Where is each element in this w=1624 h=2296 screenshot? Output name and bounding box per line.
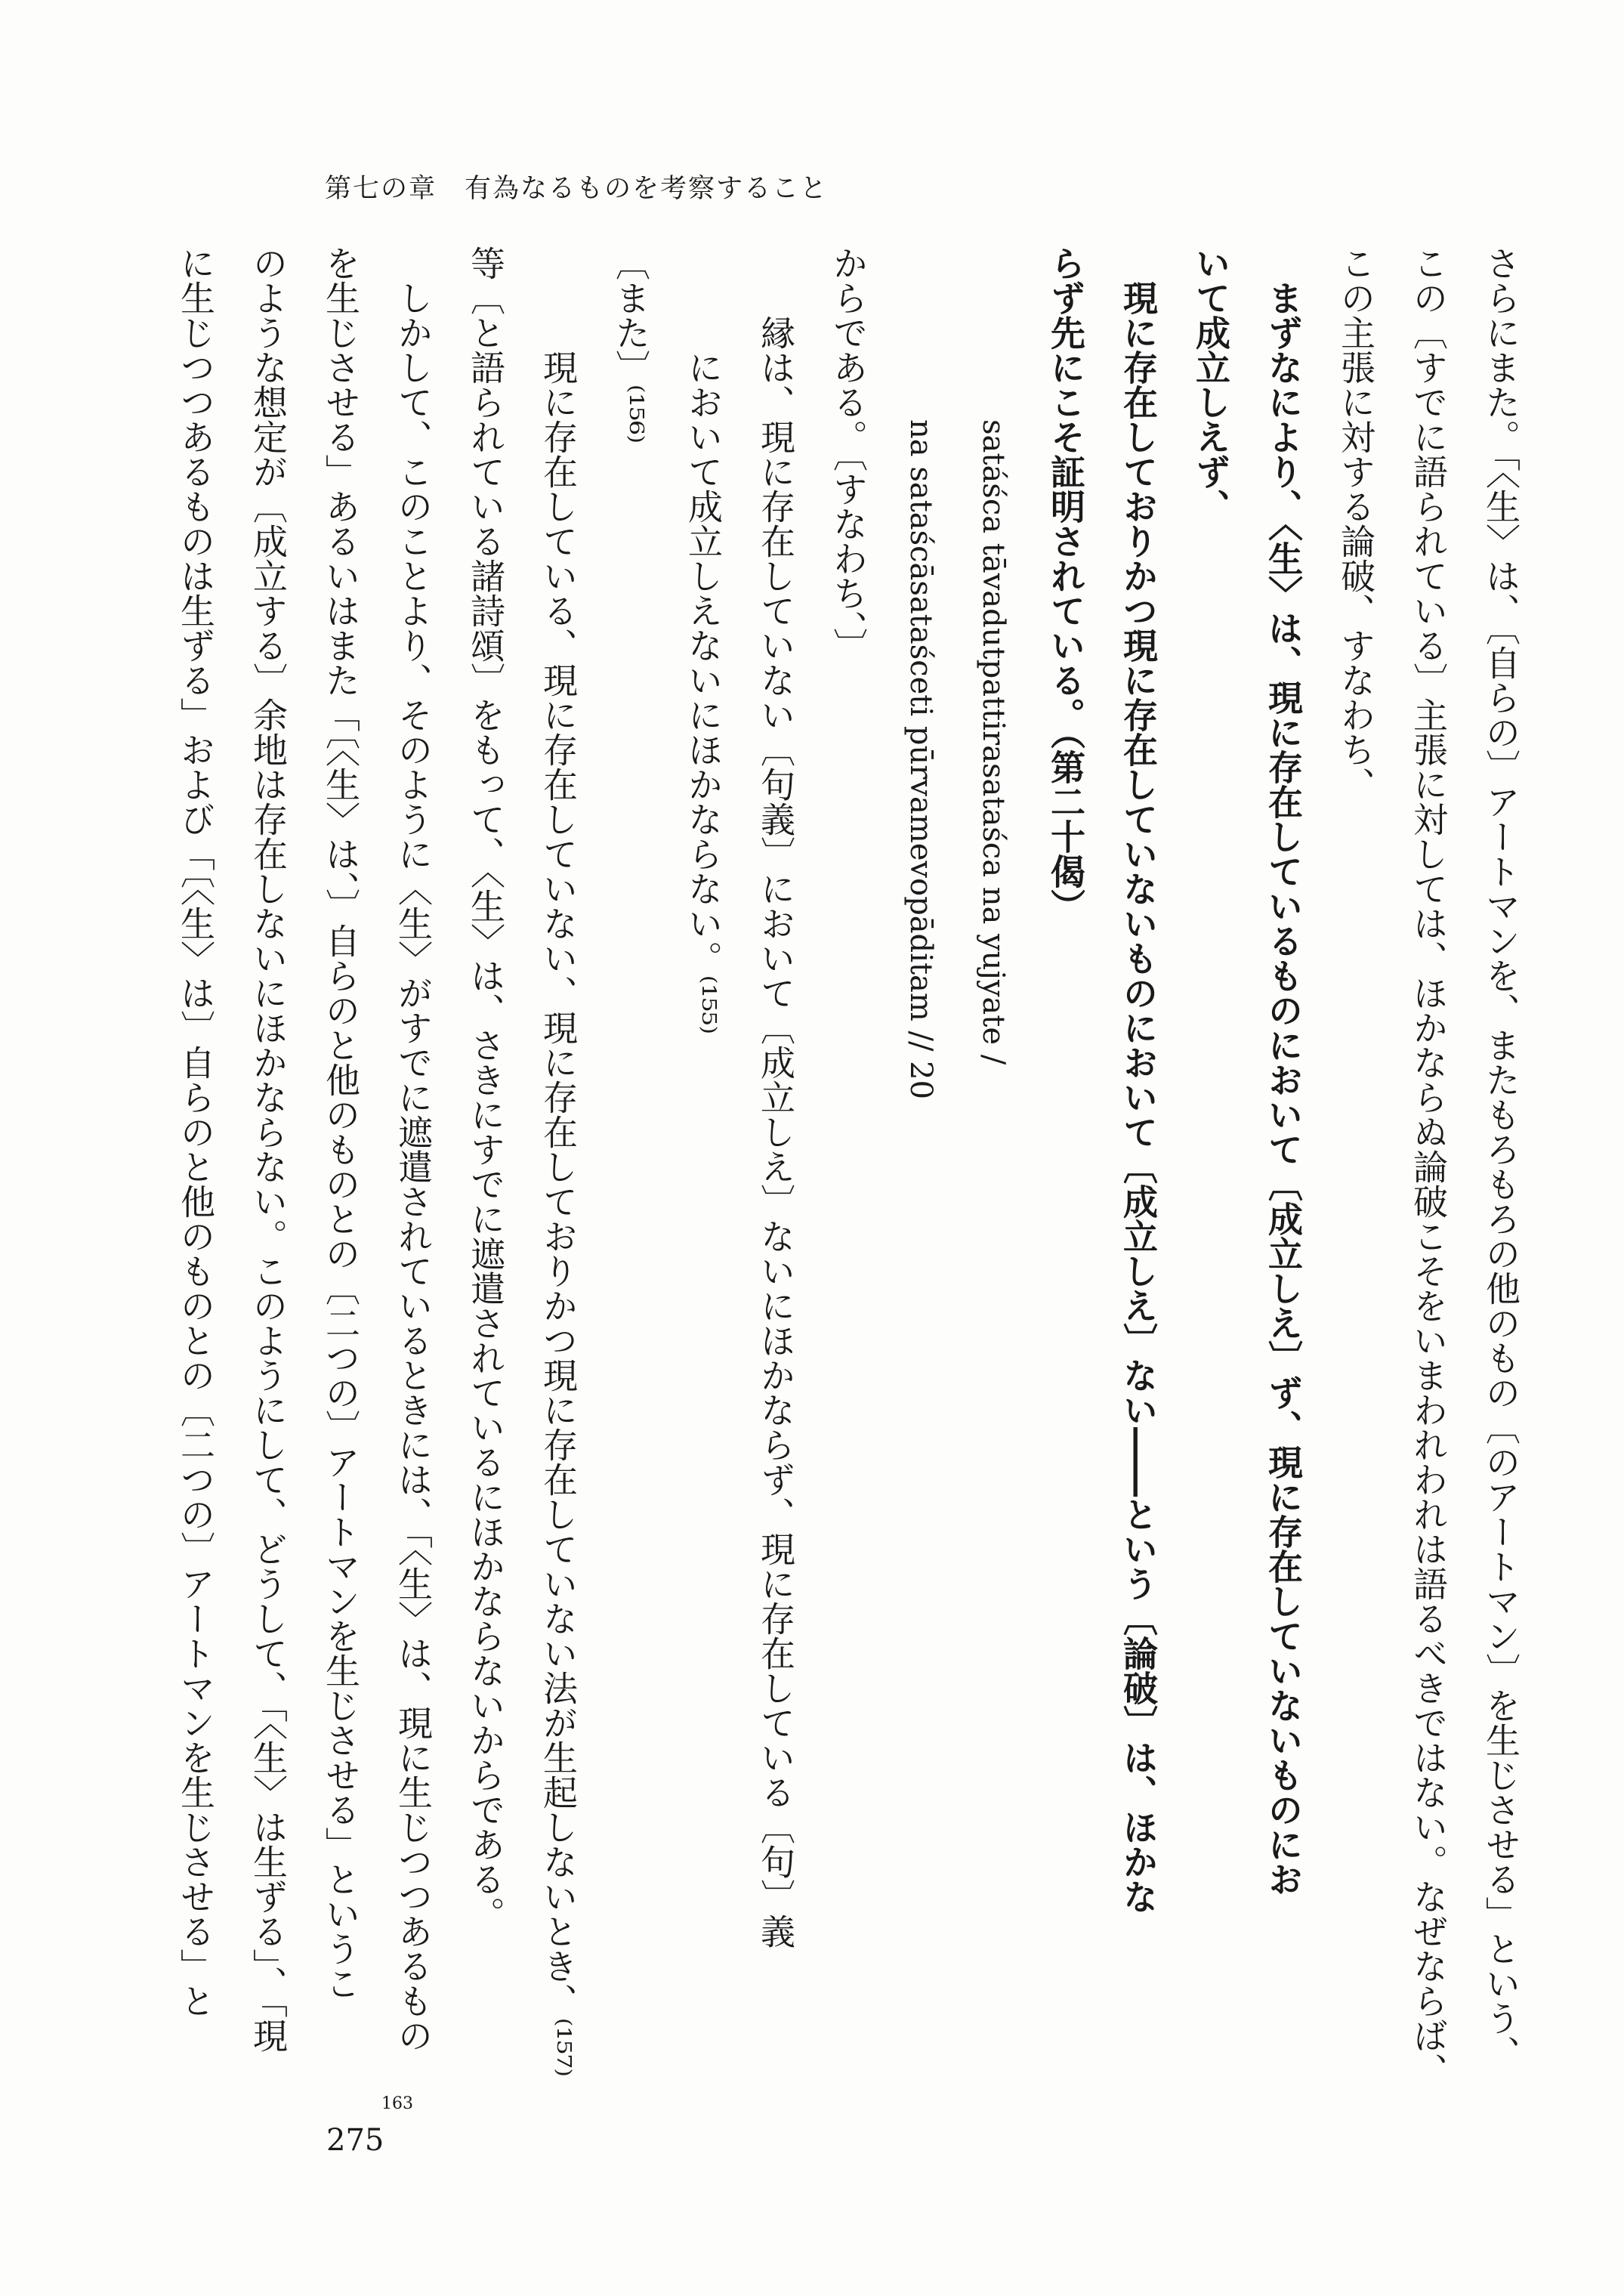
verse-line: らず先にこそ証明されている。（第二十偈） — [1045, 246, 1086, 923]
text-line: さらにまた。「〈生〉は、〔自らの〕アートマンを、またもろもろの他のもの〔のアートマン〕を生じさせる」という、 — [1480, 246, 1521, 2070]
sanskrit-line: satáśca tāvadutpattirasataśca na yujyate / — [976, 419, 1011, 1065]
quote-line: 縁は、現に存在していない〔句義〕において〔成立しえ〕ないにほかならず、現に存在している〔句〕義 — [755, 315, 796, 1948]
quote-line: 現に存在している、現に存在していない、現に存在しておりかつ現に存在していない法が生起しないとき、⁽¹⁵⁷⁾ — [538, 350, 579, 2077]
quote-line: において成立しえないにほかならない。⁽¹⁵⁵⁾ — [683, 350, 724, 1034]
main-text-block — [132, 246, 1537, 2112]
text-line: を生じさせる」あるいはまた「〔〈生〉は、〕自らのと他のものとの〔二つの〕アートマンを生じさせる」というこ — [320, 246, 361, 2001]
verse-line: いて成立しえず、 — [1190, 246, 1231, 524]
page-number: 275 — [326, 2123, 384, 2158]
text-line: この主張に対する論破、すなわち、 — [1335, 246, 1376, 802]
verse-line: まずなにより、〈生〉は、現に存在しているものにおいて〔成立しえ〕ず、現に存在していないものにお — [1263, 280, 1304, 1896]
sanskrit-line: na sataścāsataśceti pūrvamevopāditam // 20 — [903, 419, 938, 1100]
text-line: に生じつつあるものは生ずる」および「〔〈生〉は〕自らのと他のものとの〔二つの〕アートマンを生じさせる」と — [175, 246, 216, 2018]
running-header: 第七の章 有為なるものを考察すること — [325, 174, 829, 204]
text-line: しかして、このことより、そのように〈生〉がすでに遮遣されているときには、「〈生〉は、現に生じつつあるもの — [393, 280, 434, 2053]
verse-line: 現に存在しておりかつ現に存在していないものにおいて〔成立しえ〕ない――という〔論破〕は、ほかな — [1118, 280, 1159, 1914]
text-line: のような想定が〔成立する〕余地は存在しないにほかならない。このようにして、どうして、「〈生〉は生ずる」、「現 — [248, 246, 289, 2053]
text-line: 〔また〕⁽¹⁵⁶⁾ — [610, 246, 651, 443]
text-line: この〔すでに語られている〕主張に対しては、ほかならぬ論破こそをいまわれわれは語るべきではない。なぜならば、 — [1408, 246, 1449, 2087]
text-line: 等〔と語られている諸詩頌〕をもって、〈生〉は、さきにすでに遮遣されているにほかならないからである。 — [465, 246, 506, 1931]
text-line: からである。〔すなわち、〕 — [828, 246, 869, 663]
sub-page-number: 163 — [381, 2094, 413, 2113]
